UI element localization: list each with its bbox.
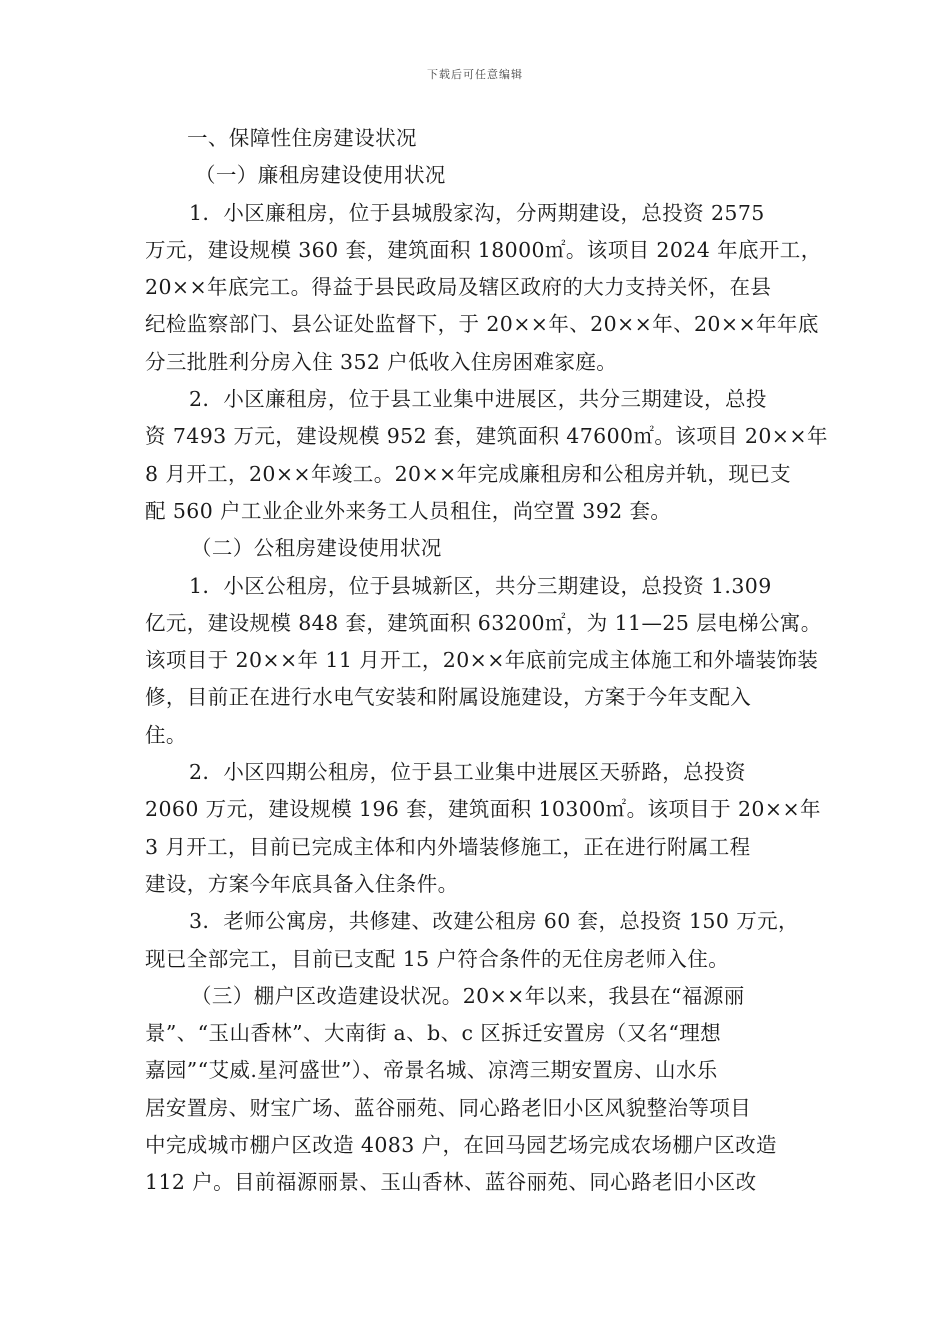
- paragraph-line: 2060 万元，建设规模 196 套，建筑面积 10300㎡。该项目于 20××年: [145, 797, 821, 822]
- paragraph-line: 亿元，建设规模 848 套，建筑面积 63200㎡，为 11—25 层电梯公寓。: [145, 610, 822, 635]
- paragraph-line: 中完成城市棚户区改造 4083 户，在回马园艺场完成农场棚户区改造: [145, 1133, 777, 1158]
- paragraph-line: 20××年底完工。得益于县民政局及辖区政府的大力支持关怀，在县: [145, 275, 772, 300]
- paragraph-line: 住。: [145, 722, 187, 747]
- paragraph-line: 1．小区廉租房，位于县城殷家沟，分两期建设，总投资 2575: [189, 200, 765, 225]
- paragraph-line: 8 月开工，20××年竣工。20××年完成廉租房和公租房并轨，现已支: [145, 461, 792, 486]
- paragraph-line: 该项目于 20××年 11 月开工，20××年底前完成主体施工和外墙装饰装: [145, 648, 819, 673]
- subsection-heading: （三）棚户区改造建设状况。20××年以来，我县在“福源丽: [191, 983, 745, 1008]
- subsection-heading: （二）公租房建设使用状况: [191, 536, 442, 561]
- header-note: 下载后可任意编辑: [427, 68, 523, 81]
- paragraph-line: 建设，方案今年底具备入住条件。: [145, 871, 459, 896]
- paragraph-line: 景”、“玉山香林”、大南街 a、b、c 区拆迁安置房（又名“理想: [145, 1021, 722, 1046]
- paragraph-line: 3．老师公寓房，共修建、改建公租房 60 套，总投资 150 万元，: [189, 909, 799, 934]
- subsection-heading: （一）廉租房建设使用状况: [195, 163, 446, 188]
- document-body: [145, 120, 828, 1202]
- section-heading: 一、保障性住房建设状况: [187, 126, 417, 150]
- paragraph-line: 资 7493 万元，建设规模 952 套，建筑面积 47600㎡。该项目 20××年: [145, 424, 828, 449]
- paragraph-line: 纪检监察部门、县公证处监督下，于 20××年、20××年、20××年年底: [145, 312, 819, 337]
- paragraph-line: 1．小区公租房，位于县城新区，共分三期建设，总投资 1.309: [189, 573, 772, 598]
- paragraph-line: 配 560 户工业企业外来务工人员租住，尚空置 392 套。: [145, 498, 672, 523]
- paragraph-line: 112 户。目前福源丽景、玉山香林、蓝谷丽苑、同心路老旧小区改: [145, 1170, 757, 1195]
- paragraph-line: 万元，建设规模 360 套，建筑面积 18000㎡。该项目 2024 年底开工，: [145, 237, 822, 262]
- paragraph-line: 分三批胜利分房入住 352 户低收入住房困难家庭。: [145, 349, 618, 374]
- paragraph-line: 2．小区廉租房，位于县工业集中进展区，共分三期建设，总投: [189, 387, 767, 412]
- paragraph-line: 修，目前正在进行水电气安装和附属设施建设，方案于今年支配入: [145, 685, 752, 710]
- paragraph-line: 嘉园”“艾威.星河盛世”）、帝景名城、凉湾三期安置房、山水乐: [145, 1058, 718, 1083]
- paragraph-line: 2．小区四期公租房，位于县工业集中进展区天骄路，总投资: [189, 760, 746, 785]
- paragraph-line: 3 月开工，目前已完成主体和内外墙装修施工，正在进行附属工程: [145, 834, 751, 859]
- paragraph-line: 居安置房、财宝广场、蓝谷丽苑、同心路老旧小区风貌整治等项目: [145, 1095, 752, 1120]
- paragraph-line: 现已全部完工，目前已支配 15 户符合条件的无住房老师入住。: [145, 946, 730, 971]
